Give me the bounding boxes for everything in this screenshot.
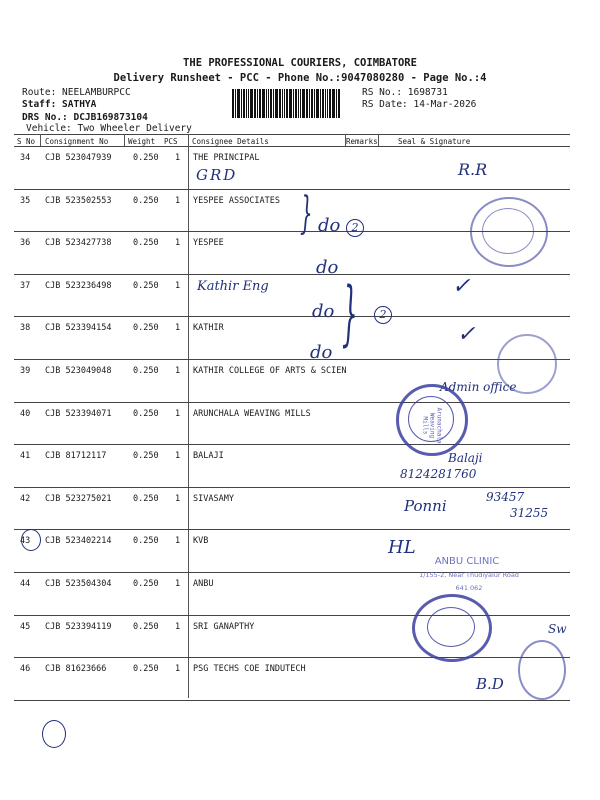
- cell-pcs: 1: [175, 579, 181, 589]
- handwritten-number-1: 93457: [486, 490, 525, 504]
- cell-sno: 42: [20, 493, 31, 504]
- cell-weight: 0.250: [133, 451, 159, 462]
- row-divider: [14, 529, 570, 530]
- handwritten-balaji-phone: 8124281760: [400, 467, 477, 481]
- col-consignment: Consignment No: [45, 137, 109, 146]
- cell-consignment-no: CJB 523502553: [45, 195, 112, 206]
- cell-sno: 45: [20, 621, 31, 632]
- circle-mark-bottom: [42, 720, 66, 748]
- col-consignee: Consignee Details: [192, 137, 269, 146]
- stamp-round-yespee: [470, 197, 548, 267]
- runsheet-subtitle: Delivery Runsheet - PCC - Phone No.:9047080280 - Page No.:4: [113, 72, 487, 84]
- cell-consignment-no: CJB 523047939: [45, 153, 112, 163]
- row-divider: [14, 189, 570, 190]
- cell-weight: 0.250: [133, 536, 159, 547]
- cell-consignee: SIVASAMY: [193, 493, 234, 504]
- cell-consignee: THE PRINCIPAL: [193, 153, 260, 163]
- cell-sno: 46: [20, 664, 31, 675]
- cell-pcs: 1: [175, 621, 181, 632]
- company-title: THE PROFESSIONAL COURIERS, COIMBATORE: [183, 57, 417, 69]
- cell-consignment-no: CJB 523402214: [45, 536, 112, 547]
- signature-row-34: R.R: [458, 160, 488, 179]
- vehicle-label: Vehicle: Two Wheeler Delivery: [26, 123, 192, 134]
- cell-pcs: 1: [175, 664, 181, 675]
- drs-label: DRS No.: DCJB169873104: [22, 112, 148, 123]
- circled-2-b: 2: [374, 306, 392, 324]
- cell-consignee: SRI GANAPTHY: [193, 621, 255, 632]
- stamp-round-kathir: [497, 334, 557, 394]
- rs-number: RS No.: 1698731: [362, 87, 448, 98]
- cell-weight: 0.250: [133, 664, 159, 675]
- signature-row-38: ✓: [457, 322, 476, 347]
- cell-pcs: 1: [175, 195, 181, 206]
- cell-consignee: ANBU: [193, 579, 214, 589]
- cell-consignment-no: CJB 523427738: [45, 238, 112, 249]
- circle-mark-43: [21, 529, 41, 551]
- cell-consignment-no: CJB 523236498: [45, 280, 112, 291]
- cell-weight: 0.250: [133, 153, 159, 163]
- signature-psg: B.D: [476, 675, 504, 693]
- cell-consignee: KVB: [193, 536, 209, 547]
- stamp-anbu-clinic-phone: 641 062: [455, 584, 483, 592]
- cell-consignee: ARUNCHALA WEAVING MILLS: [193, 408, 311, 419]
- cell-sno: 39: [20, 366, 31, 376]
- handwritten-kathir-eng: Kathir Eng: [197, 279, 269, 294]
- cell-sno: 40: [20, 408, 31, 419]
- row-divider: [14, 487, 570, 488]
- cell-consignment-no: CJB 523394071: [45, 408, 112, 419]
- cell-consignment-no: CJB 523049048: [45, 366, 112, 376]
- row-divider: [14, 359, 570, 360]
- col-sno: S No: [17, 137, 36, 146]
- cell-consignment-no: CJB 523504304: [45, 579, 112, 589]
- cell-consignment-no: CJB 523394119: [45, 621, 112, 632]
- signature-row-37: ✓: [452, 274, 471, 299]
- cell-weight: 0.250: [133, 280, 159, 291]
- cell-sno: 34: [20, 153, 31, 163]
- cell-pcs: 1: [175, 238, 181, 249]
- cell-consignment-no: CJB 523275021: [45, 493, 112, 504]
- col-pcs: PCS: [164, 137, 178, 146]
- route-label: Route: NEELAMBURPCC: [22, 87, 131, 98]
- cell-pcs: 1: [175, 493, 181, 504]
- cell-consignment-no: CJB 523394154: [45, 323, 112, 334]
- cell-sno: 41: [20, 451, 31, 462]
- col-remarks: Remarks: [346, 137, 378, 146]
- stamp-arunachala: [396, 384, 468, 456]
- stamp-arunachala-text: Arunachala Weaving Mills: [421, 407, 443, 444]
- cell-pcs: 1: [175, 536, 181, 547]
- cell-pcs: 1: [175, 408, 181, 419]
- cell-weight: 0.250: [133, 408, 159, 419]
- stamp-sri-ganapathy: [412, 594, 492, 662]
- row-divider: [14, 657, 570, 658]
- row-divider: [14, 402, 570, 403]
- stamp-anbu-clinic-address: 1/155-2, Near Thudiyalur Road: [419, 571, 519, 579]
- handwritten-number-2: 31255: [510, 506, 549, 520]
- signature-kvb: HL: [388, 537, 416, 558]
- cell-pcs: 1: [175, 323, 181, 334]
- handwritten-do-3: do: [312, 301, 335, 322]
- cell-consignee: KATHIR: [193, 323, 224, 334]
- row-divider: [14, 444, 570, 445]
- cell-sno: 37: [20, 280, 31, 291]
- cell-weight: 0.250: [133, 323, 159, 334]
- circled-2-a: 2: [346, 219, 364, 237]
- drs-barcode: [232, 89, 356, 118]
- handwritten-sw: Sw: [548, 622, 567, 636]
- rs-date: RS Date: 14-Mar-2026: [362, 99, 477, 110]
- staff-label: Staff: SATHYA: [22, 99, 97, 110]
- cell-weight: 0.250: [133, 238, 159, 249]
- row-divider: [14, 700, 570, 701]
- cell-weight: 0.250: [133, 579, 159, 589]
- cell-weight: 0.250: [133, 366, 159, 376]
- cell-sno: 43: [20, 536, 31, 547]
- cell-consignee: KATHIR COLLEGE OF ARTS & SCIEN: [193, 366, 347, 376]
- handwritten-do-1: do: [318, 215, 341, 236]
- stamp-round-psg: [518, 640, 566, 700]
- cell-weight: 0.250: [133, 621, 159, 632]
- handwritten-do-4: do: [310, 342, 333, 363]
- cell-pcs: 1: [175, 451, 181, 462]
- cell-sno: 38: [20, 323, 31, 334]
- cell-consignee: YESPEE: [193, 238, 224, 249]
- cell-pcs: 1: [175, 280, 181, 291]
- row-divider: [14, 274, 570, 275]
- cell-sno: 35: [20, 195, 31, 206]
- cell-consignment-no: CJB 81623666: [45, 664, 107, 675]
- brace-1: }: [300, 188, 313, 239]
- cell-weight: 0.250: [133, 195, 159, 206]
- cell-consignee: PSG TECHS COE INDUTECH: [193, 664, 306, 675]
- handwritten-do-2: do: [316, 257, 339, 278]
- stamp-anbu-clinic-name: ANBU CLINIC: [434, 556, 500, 567]
- col-weight: Weight: [128, 137, 156, 146]
- handwritten-admin-office: Admin office: [440, 380, 517, 394]
- cell-consignee: YESPEE ASSOCIATES: [193, 195, 280, 206]
- signature-sivasamy: Ponni: [404, 497, 447, 515]
- cell-sno: 36: [20, 238, 31, 249]
- row-divider: [14, 316, 570, 317]
- cell-weight: 0.250: [133, 493, 159, 504]
- cell-consignment-no: CJB 81712117: [45, 451, 107, 462]
- cell-sno: 44: [20, 579, 31, 589]
- signature-balaji: Balaji: [448, 451, 483, 465]
- cell-consignee: BALAJI: [193, 451, 224, 462]
- handwritten-grd: GRD: [196, 166, 238, 184]
- brace-2: }: [342, 272, 358, 354]
- cell-pcs: 1: [175, 366, 181, 376]
- cell-pcs: 1: [175, 153, 181, 163]
- col-seal-signature: Seal & Signature: [398, 137, 471, 146]
